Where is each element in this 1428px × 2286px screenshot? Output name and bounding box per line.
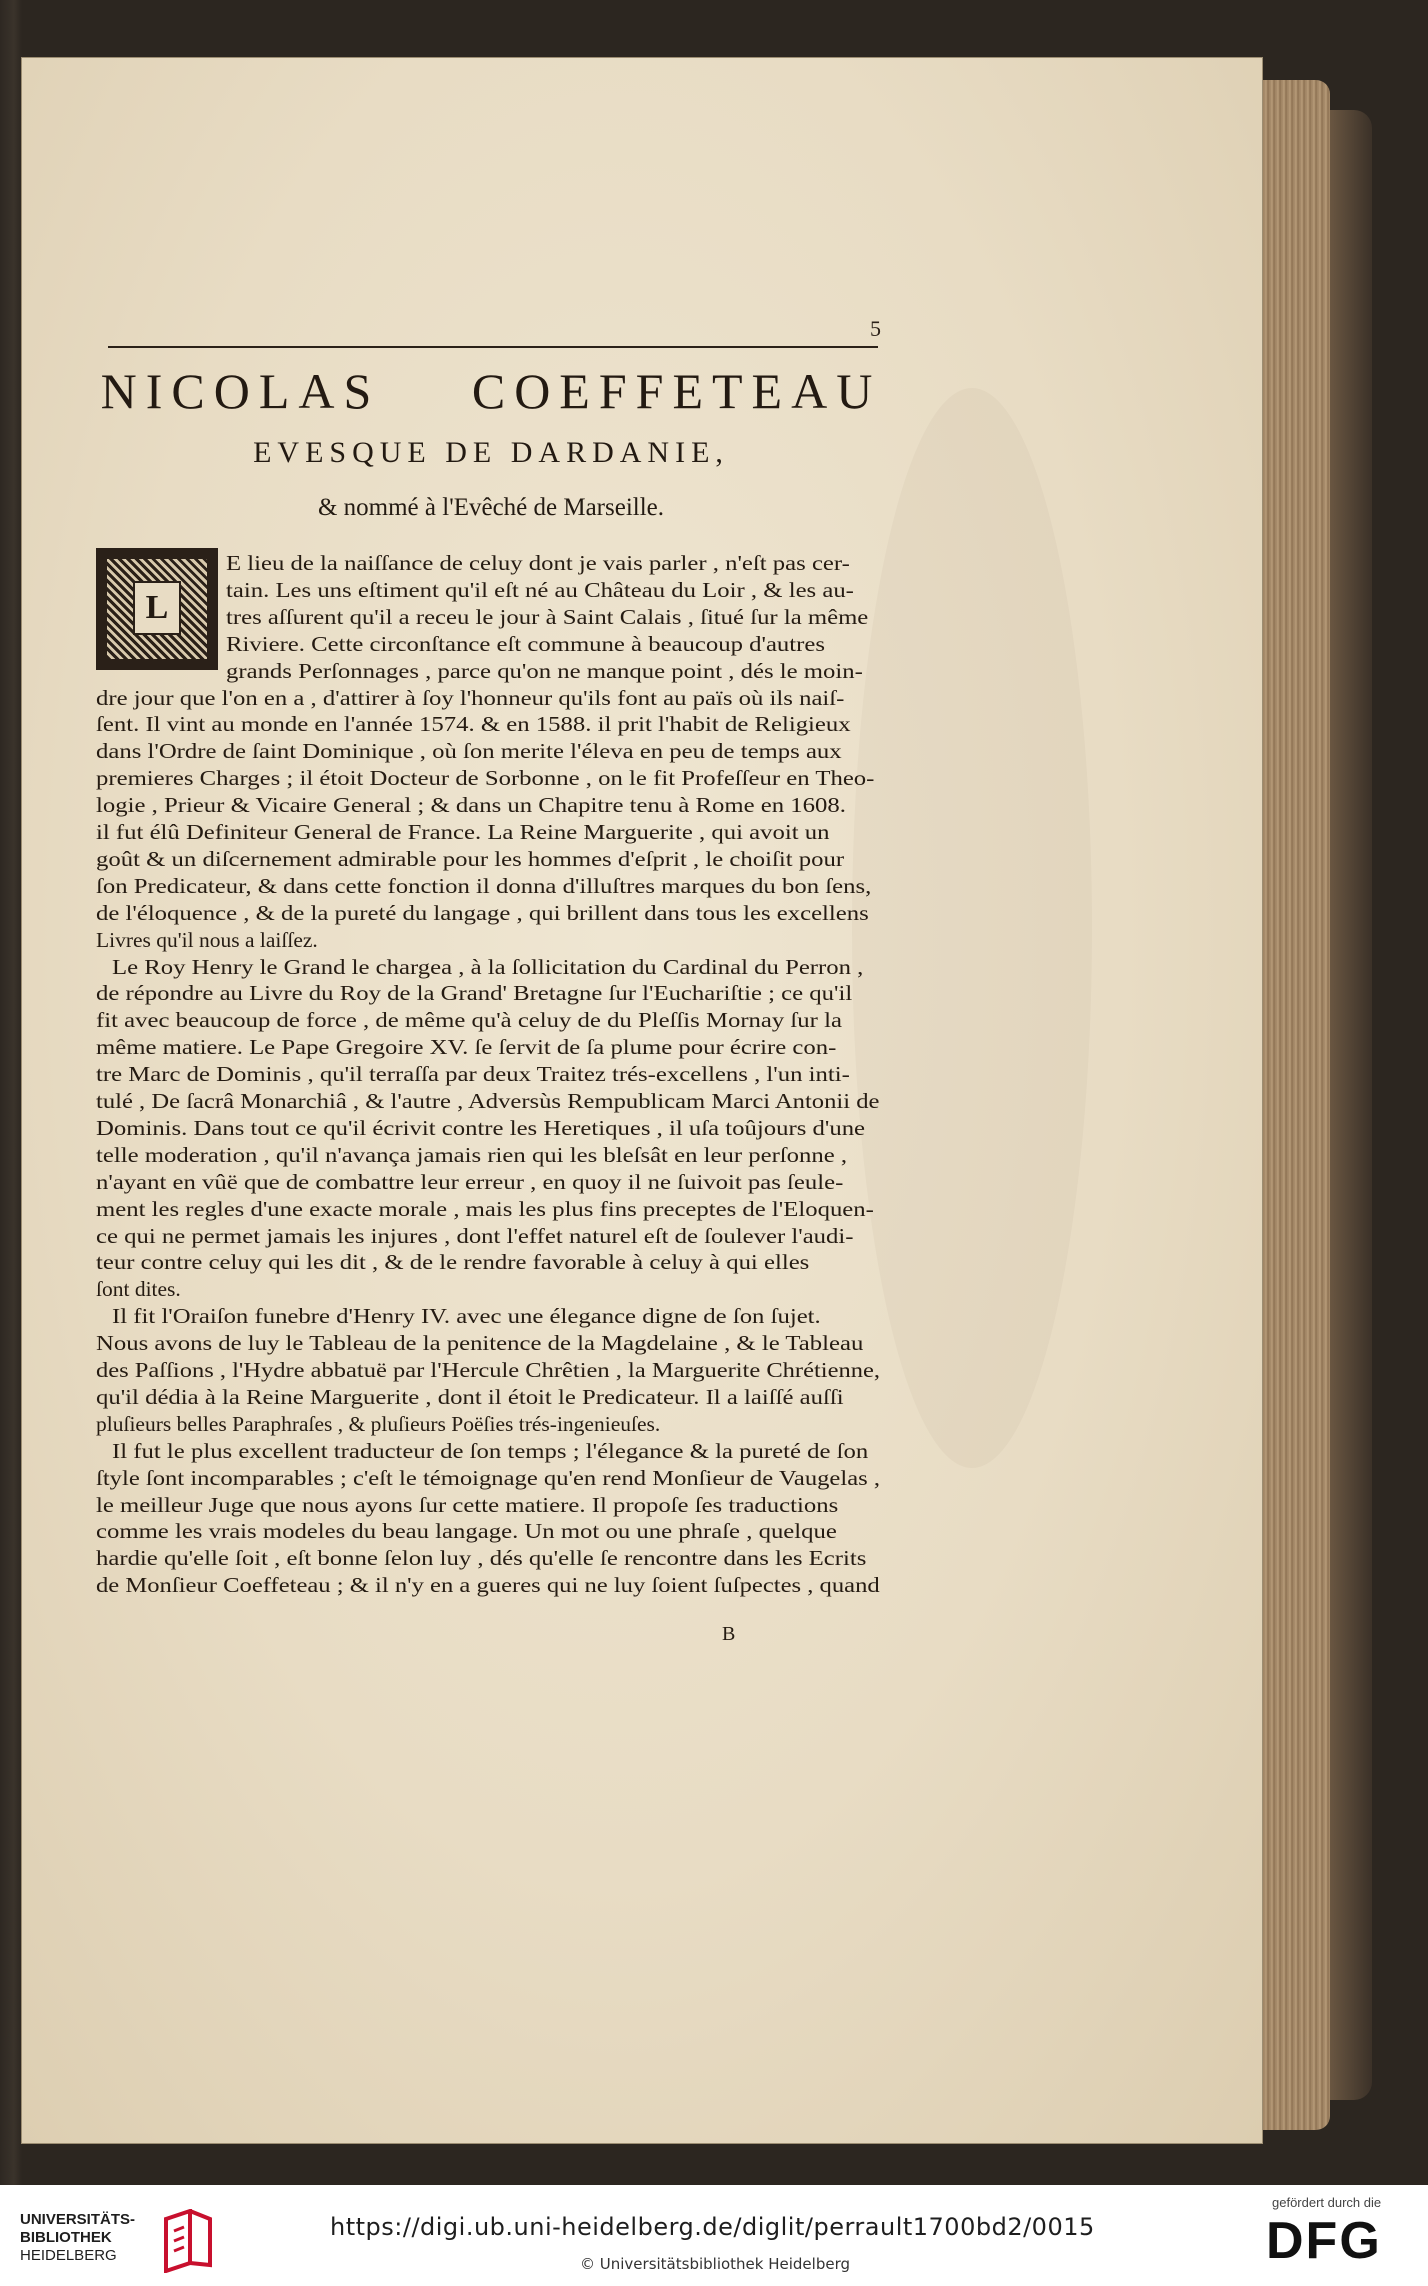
text-line: E lieu de la naiſſance de celuy dont je vais parler , n'eſt pas cer- [226,551,850,575]
permalink-url[interactable]: https://digi.ub.uni-heidelberg.de/diglit/perrault1700bd2/0015 [330,2213,1095,2241]
page-subtitle-secondary: & nommé à l'Evêché de Marseille. [317,494,665,521]
viewer-footer [0,2185,1428,2286]
text-line: Dominis. Dans tout ce qu'il écrivit contre les Heretiques , il uſa toûjours d'une [96,1115,866,1140]
library-emblem-icon [160,2209,216,2273]
page-title: NICOLAS COEFFETEAU [100,363,882,419]
text-line: logie , Prieur & Vicaire General ; & dans un Chapitre tenu à Rome en 1608. [96,793,846,818]
library-name [20,2211,135,2265]
text-line: Riviere. Cette circonſtance eſt commune à beaucoup d'autres [226,631,825,656]
library-name-line1: UNIVERSITÄTS- [20,2211,136,2228]
text-line: ment les regles d'une exacte morale , mais les plus fins preceptes de l'Eloquen- [96,1196,874,1221]
page-subtitle: EVESQUE DE DARDANIE, [253,436,729,469]
text-line: Il fit l'Oraiſon funebre d'Henry IV. avec une élegance digne de ſon ſujet. [112,1304,821,1329]
show-through-shadow [852,388,1092,1468]
text-line: goût & un diſcernement admirable pour les hommes d'eſprit , le choiſit pour [96,846,845,871]
signature-mark: B [722,1623,736,1645]
text-line: même matiere. Le Pape Gregoire XV. ſe ſervit de ſa plume pour écrire con- [96,1035,837,1060]
text-line: il fut élû Definiteur General de France. La Reine Marguerite , qui avoit un [96,820,830,844]
book-fore-edge-shadow [1326,110,1372,2100]
text-line: le meilleur Juge que nous ayons ſur cette matiere. Il propoſe ſes traductions [96,1492,839,1517]
text-line: de l'éloquence , & de la pureté du langage , qui brillent dans tous les excellens [96,900,869,925]
text-line: teur contre celuy qui les dit , & de le rendre favorable à celuy à qui elles [96,1250,810,1275]
text-line: pluſieurs belles Paraphraſes , & pluſieurs Poëſies trés-ingenieuſes. [96,1411,661,1436]
text-line: qu'il dédia à la Reine Marguerite , dont il étoit le Predicateur. Il a laiſſé auſſi [96,1384,844,1409]
header-rule [108,346,878,348]
text-line: dre jour que l'on en a , d'attirer à ſoy l'honneur qu'ils font au païs où ils naiſ- [96,685,845,710]
text-line: tulé , De ſacrâ Monarchiâ , & l'autre , Adversùs Rempublicam Marci Antonii de [96,1089,880,1113]
text-line: de Monſieur Coeffeteau ; & il n'y en a gueres qui ne luy ſoient ſuſpectes , quand [96,1573,880,1598]
text-line: fit avec beaucoup de force , de même qu'à celuy de du Pleſſis Mornay ſur la [96,1008,842,1033]
library-logo[interactable] [20,2203,200,2273]
copyright-notice: © Universitätsbibliothek Heidelberg [580,2255,851,2273]
text-line: premieres Charges ; il étoit Docteur de Sorbonne , on le fit Profeſſeur en Theo- [96,766,875,791]
text-line: Livres qu'il nous a laiſſez. [96,927,318,952]
text-line: telle moderation , qu'il n'avança jamais rien qui les bleſsât en leur perſonne , [96,1142,848,1167]
text-line: Il fut le plus excellent traducteur de ſon temps ; l'élegance & la pureté de ſon [112,1438,869,1463]
text-line: ſtyle ſont incomparables ; c'eſt le témoignage qu'en rend Monſieur de Vaugelas , [96,1465,880,1490]
text-line: tre Marc de Dominis , qu'il terraſſa par deux Traitez trés-excellens , l'un inti- [96,1062,850,1087]
text-line: ſon Predicateur, & dans cette fonction il donna d'illuſtres marques du bon ſens, [96,873,872,898]
library-name-line3: HEIDELBERG [20,2247,117,2264]
library-name-line2: BIBLIOTHEK [20,2229,112,2246]
text-line: dans l'Ordre de ſaint Dominique , où ſon merite l'éleva en peu de temps aux [96,739,842,764]
ornamental-initial [96,548,218,670]
initial-letter: L [133,581,181,635]
text-line: ce qui ne permet jamais les injures , dont l'effet naturel eſt de ſoulever l'audi- [96,1223,854,1248]
text-line: tres aſſurent qu'il a receu le jour à Saint Calais , ſitué ſur la même [226,604,869,629]
text-line: tain. Les uns eſtiment qu'il eſt né au Château du Loir , & les au- [226,577,854,602]
text-line: grands Perſonnages , parce qu'on ne manque point , dés le moin- [226,658,863,683]
text-line: ſont dites. [96,1277,181,1302]
text-line: n'ayant en vûë que de combattre leur erreur , en quoy il ne ſuivoit pas ſeule- [96,1169,844,1194]
dfg-logo[interactable]: DFG [1266,2212,1382,2270]
funding-caption: gefördert durch die [1272,2195,1382,2210]
page-number: 5 [870,316,881,341]
text-line: des Paſſions , l'Hydre abbatuë par l'Hercule Chrêtien , la Marguerite Chrétienne, [96,1358,880,1382]
text-line: de répondre au Livre du Roy de la Grand' Bretagne ſur l'Euchariſtie ; ce qu'il [96,981,853,1006]
text-line: ſent. Il vint au monde en l'année 1574. & en 1588. il prit l'habit de Religieux [96,712,851,737]
text-line: Nous avons de luy le Tableau de la penitence de la Magdelaine , & le Tableau [96,1331,864,1356]
text-line: comme les vrais modeles du beau langage. Un mot ou une phraſe , quelque [96,1519,837,1544]
text-line: hardie qu'elle ſoit , eſt bonne ſelon luy , dés qu'elle ſe rencontre dans les Ecrits [96,1546,867,1571]
text-line: Le Roy Henry le Grand le chargea , à la ſollicitation du Cardinal du Perron , [112,954,864,979]
